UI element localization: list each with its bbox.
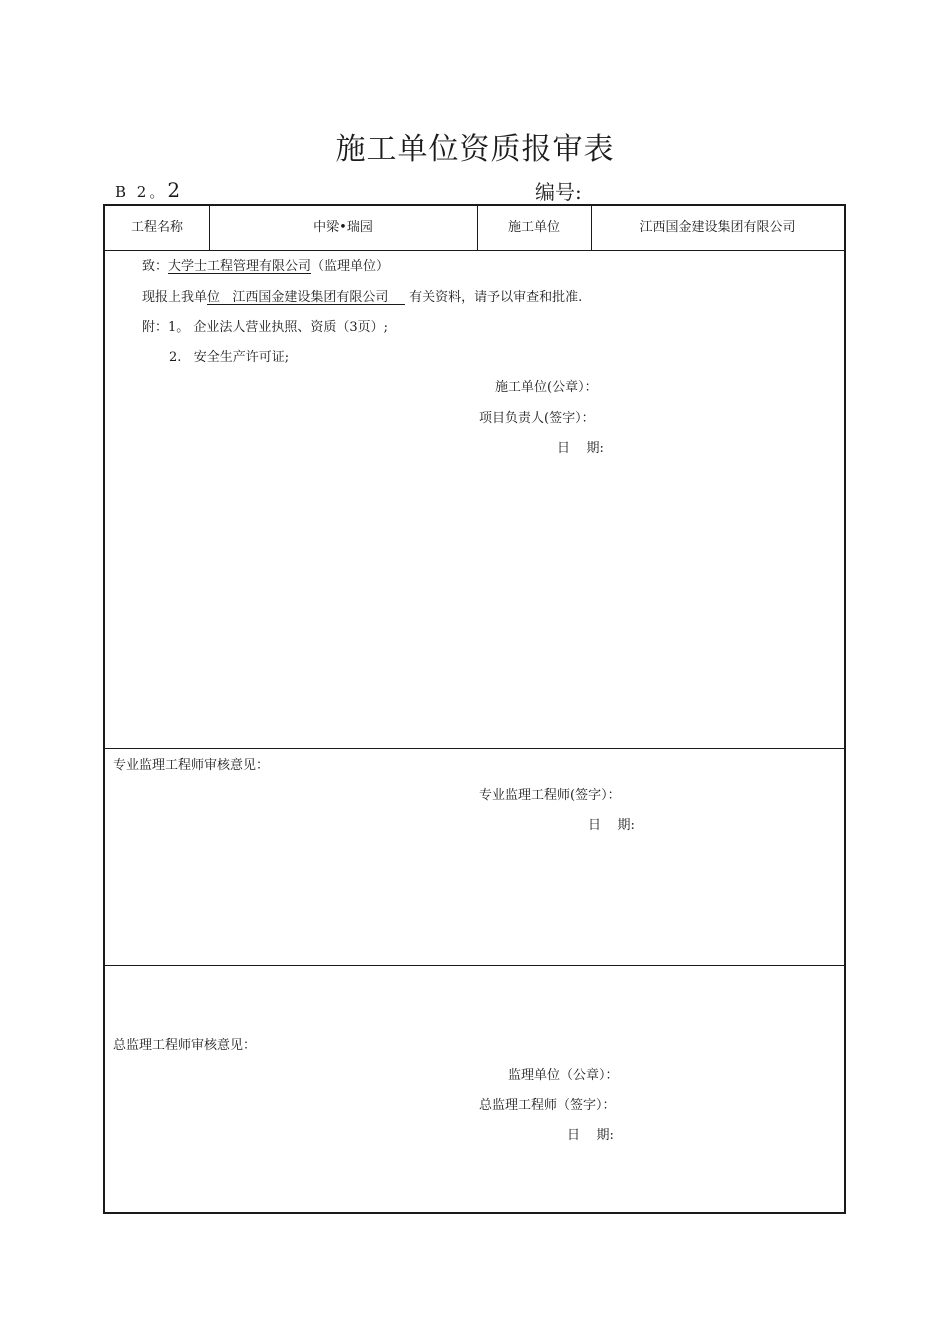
project-name-value: 中梁•瑞园 [313,220,373,235]
supervision-seal-label: 监理单位（公章）： [508,1068,619,1083]
attachment-1: 附：1。 企业法人营业执照、资质（3页）; [142,320,389,335]
specialist-date-label: 日 期: [588,818,635,833]
addressee-line [142,258,389,276]
contractor-seal-label: 施工单位(公章）： [495,380,598,395]
addressee-prefix: 致： [142,259,169,274]
specialist-review-heading: 专业监理工程师审核意见： [113,758,270,773]
form-code [115,178,180,202]
supervision-unit-name: 大学士工程管理有限公司 [168,259,312,274]
form-code-number: 2 [167,178,181,202]
chief-signature-label: 总监理工程师（签字）： [479,1098,616,1113]
specialist-signature-label: 专业监理工程师(签字）： [479,788,621,803]
chief-date-label: 日 期: [567,1128,614,1143]
contractor-date-label: 日 期: [557,441,604,456]
row-divider [105,250,844,251]
chief-review-heading: 总监理工程师审核意见： [113,1038,257,1053]
attachment-2: 2. 安全生产许可证; [169,350,290,365]
review-form-table [103,204,846,1214]
project-manager-signature-label: 项目负责人(签字）： [479,411,595,426]
serial-number-label: 编号: [535,180,582,204]
addressee-suffix: （监理单位） [311,259,390,274]
report-line [142,289,582,307]
report-suffix: 有关资料，请予以审查和批准. [404,290,583,305]
report-prefix: 现报上我单 [142,290,208,305]
contractor-value: 江西国金建设集团有限公司 [639,220,796,235]
section-divider [105,965,844,966]
project-name-label: 工程名称 [130,220,183,235]
section-divider [105,748,844,749]
contractor-label: 施工单位 [507,220,560,235]
form-code-prefix: B 2。 [115,183,168,201]
form-title: 施工单位资质报审表 [335,132,615,167]
report-unit: 位 江西国金建设集团有限公司 [207,290,405,305]
